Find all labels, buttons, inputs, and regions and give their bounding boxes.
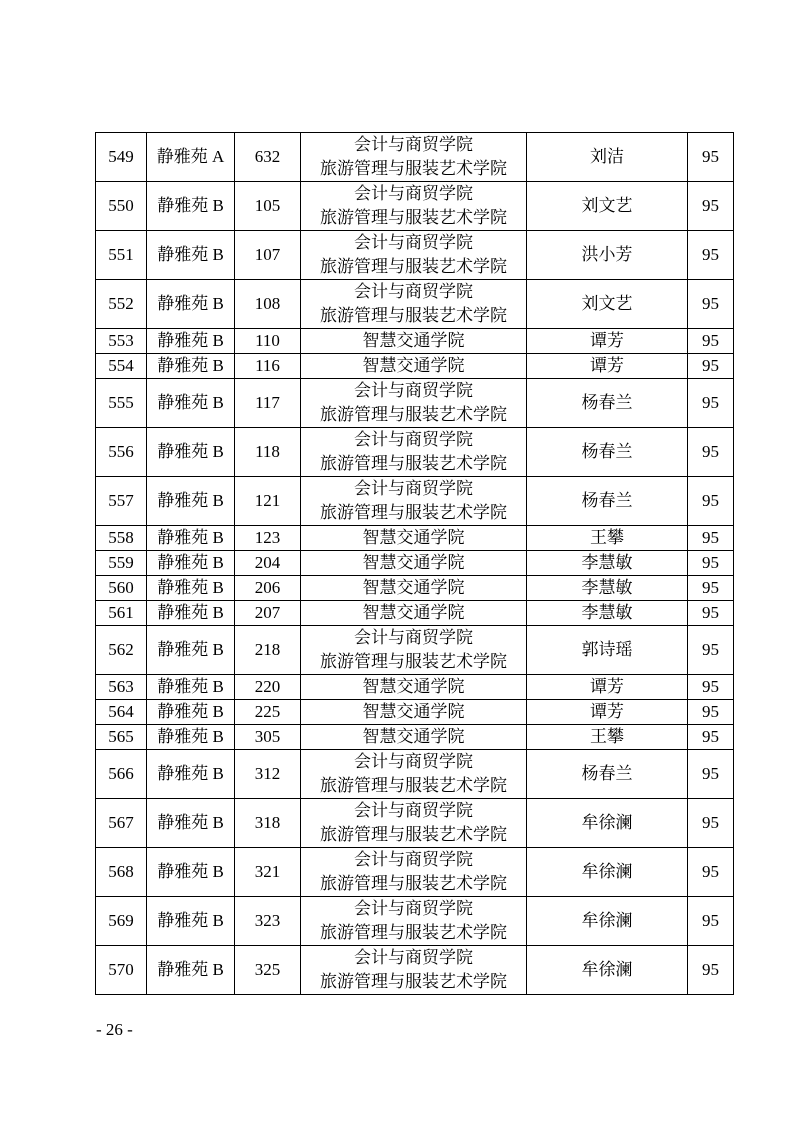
table-body: [96, 133, 734, 995]
cell-college: [301, 799, 527, 848]
cell-room: 321: [235, 848, 301, 897]
cell-room: 204: [235, 551, 301, 576]
cell-score: 95: [688, 182, 734, 231]
cell-person: 牟徐澜: [527, 897, 688, 946]
cell-college: [301, 725, 527, 750]
cell-building: 静雅苑 B: [147, 946, 235, 995]
college-line: 智慧交通学院: [362, 578, 465, 597]
table-row: [96, 848, 734, 897]
college-line: 旅游管理与服装艺术学院: [320, 972, 507, 991]
college-line: 旅游管理与服装艺术学院: [320, 652, 507, 671]
cell-college: [301, 354, 527, 379]
cell-person: 洪小芳: [527, 231, 688, 280]
cell-building: 静雅苑 B: [147, 848, 235, 897]
cell-score: 95: [688, 428, 734, 477]
cell-room: 632: [235, 133, 301, 182]
cell-college: [301, 897, 527, 946]
cell-college: [301, 329, 527, 354]
cell-college: [301, 231, 527, 280]
cell-college: [301, 551, 527, 576]
cell-number: 552: [96, 280, 147, 329]
college-line: 旅游管理与服装艺术学院: [320, 776, 507, 795]
cell-score: 95: [688, 477, 734, 526]
cell-building: 静雅苑 B: [147, 231, 235, 280]
cell-room: 105: [235, 182, 301, 231]
cell-number: 555: [96, 379, 147, 428]
cell-number: 568: [96, 848, 147, 897]
cell-building: 静雅苑 B: [147, 576, 235, 601]
cell-person: 杨春兰: [527, 379, 688, 428]
cell-score: 95: [688, 354, 734, 379]
cell-room: 123: [235, 526, 301, 551]
cell-score: 95: [688, 329, 734, 354]
cell-building: 静雅苑 B: [147, 700, 235, 725]
cell-building: 静雅苑 B: [147, 799, 235, 848]
table-row: [96, 354, 734, 379]
college-line: 旅游管理与服装艺术学院: [320, 405, 507, 424]
college-line: 会计与商贸学院: [354, 628, 473, 647]
table-row: [96, 428, 734, 477]
cell-number: 559: [96, 551, 147, 576]
college-line: 会计与商贸学院: [354, 430, 473, 449]
college-line: 旅游管理与服装艺术学院: [320, 306, 507, 325]
cell-score: 95: [688, 280, 734, 329]
cell-person: 李慧敏: [527, 551, 688, 576]
college-line: 旅游管理与服装艺术学院: [320, 454, 507, 473]
cell-building: 静雅苑 B: [147, 750, 235, 799]
cell-college: [301, 182, 527, 231]
cell-number: 550: [96, 182, 147, 231]
cell-room: 121: [235, 477, 301, 526]
cell-number: 554: [96, 354, 147, 379]
cell-college: [301, 477, 527, 526]
college-line: 智慧交通学院: [362, 702, 465, 721]
table-row: [96, 280, 734, 329]
cell-person: 谭芳: [527, 354, 688, 379]
cell-room: 110: [235, 329, 301, 354]
table-row: [96, 379, 734, 428]
cell-building: 静雅苑 B: [147, 379, 235, 428]
cell-college: [301, 700, 527, 725]
cell-person: 王攀: [527, 725, 688, 750]
cell-score: 95: [688, 725, 734, 750]
college-line: 智慧交通学院: [362, 356, 465, 375]
cell-score: 95: [688, 946, 734, 995]
college-line: 会计与商贸学院: [354, 233, 473, 252]
cell-room: 305: [235, 725, 301, 750]
cell-score: 95: [688, 675, 734, 700]
cell-number: 561: [96, 601, 147, 626]
cell-score: 95: [688, 526, 734, 551]
cell-score: 95: [688, 897, 734, 946]
cell-number: 556: [96, 428, 147, 477]
cell-college: [301, 750, 527, 799]
cell-score: 95: [688, 700, 734, 725]
cell-room: 117: [235, 379, 301, 428]
cell-number: 549: [96, 133, 147, 182]
college-line: 会计与商贸学院: [354, 948, 473, 967]
cell-person: 刘文艺: [527, 280, 688, 329]
cell-number: 570: [96, 946, 147, 995]
cell-score: 95: [688, 231, 734, 280]
college-line: 会计与商贸学院: [354, 801, 473, 820]
cell-number: 565: [96, 725, 147, 750]
college-line: 旅游管理与服装艺术学院: [320, 923, 507, 942]
cell-room: 107: [235, 231, 301, 280]
college-line: 旅游管理与服装艺术学院: [320, 257, 507, 276]
table-row: [96, 231, 734, 280]
cell-person: 杨春兰: [527, 750, 688, 799]
college-line: 智慧交通学院: [362, 727, 465, 746]
cell-score: 95: [688, 848, 734, 897]
cell-number: 569: [96, 897, 147, 946]
college-line: 旅游管理与服装艺术学院: [320, 874, 507, 893]
cell-room: 207: [235, 601, 301, 626]
cell-number: 567: [96, 799, 147, 848]
cell-college: [301, 601, 527, 626]
cell-score: 95: [688, 576, 734, 601]
college-line: 智慧交通学院: [362, 528, 465, 547]
cell-person: 牟徐澜: [527, 799, 688, 848]
cell-college: [301, 428, 527, 477]
college-line: 旅游管理与服装艺术学院: [320, 825, 507, 844]
cell-room: 312: [235, 750, 301, 799]
cell-room: 218: [235, 626, 301, 675]
college-line: 旅游管理与服装艺术学院: [320, 159, 507, 178]
cell-number: 551: [96, 231, 147, 280]
cell-room: 118: [235, 428, 301, 477]
college-line: 会计与商贸学院: [354, 479, 473, 498]
cell-score: 95: [688, 799, 734, 848]
cell-person: 谭芳: [527, 675, 688, 700]
college-line: 智慧交通学院: [362, 331, 465, 350]
table-row: [96, 526, 734, 551]
cell-room: 225: [235, 700, 301, 725]
table-row: [96, 329, 734, 354]
cell-room: 325: [235, 946, 301, 995]
cell-person: 牟徐澜: [527, 848, 688, 897]
cell-person: 郭诗瑶: [527, 626, 688, 675]
cell-room: 206: [235, 576, 301, 601]
cell-person: 牟徐澜: [527, 946, 688, 995]
table-row: [96, 725, 734, 750]
cell-college: [301, 946, 527, 995]
table-row: [96, 750, 734, 799]
cell-score: 95: [688, 551, 734, 576]
cell-college: [301, 526, 527, 551]
cell-person: 刘洁: [527, 133, 688, 182]
college-line: 会计与商贸学院: [354, 752, 473, 771]
table-row: [96, 601, 734, 626]
college-line: 会计与商贸学院: [354, 381, 473, 400]
cell-score: 95: [688, 133, 734, 182]
cell-building: 静雅苑 B: [147, 526, 235, 551]
cell-building: 静雅苑 B: [147, 280, 235, 329]
college-line: 旅游管理与服装艺术学院: [320, 503, 507, 522]
cell-room: 116: [235, 354, 301, 379]
cell-person: 谭芳: [527, 329, 688, 354]
cell-number: 553: [96, 329, 147, 354]
cell-number: 560: [96, 576, 147, 601]
table-row: [96, 551, 734, 576]
cell-score: 95: [688, 379, 734, 428]
cell-building: 静雅苑 B: [147, 182, 235, 231]
cell-score: 95: [688, 626, 734, 675]
college-line: 智慧交通学院: [362, 553, 465, 572]
cell-score: 95: [688, 750, 734, 799]
cell-college: [301, 848, 527, 897]
dormitory-table: [95, 132, 734, 995]
cell-number: 557: [96, 477, 147, 526]
college-line: 智慧交通学院: [362, 603, 465, 622]
cell-building: 静雅苑 B: [147, 329, 235, 354]
table-row: [96, 477, 734, 526]
college-line: 会计与商贸学院: [354, 184, 473, 203]
cell-building: 静雅苑 B: [147, 601, 235, 626]
college-line: 会计与商贸学院: [354, 899, 473, 918]
cell-building: 静雅苑 A: [147, 133, 235, 182]
cell-college: [301, 379, 527, 428]
cell-person: 王攀: [527, 526, 688, 551]
cell-building: 静雅苑 B: [147, 428, 235, 477]
cell-room: 220: [235, 675, 301, 700]
cell-college: [301, 576, 527, 601]
cell-person: 杨春兰: [527, 428, 688, 477]
cell-room: 318: [235, 799, 301, 848]
college-line: 会计与商贸学院: [354, 850, 473, 869]
table-row: [96, 182, 734, 231]
cell-person: 谭芳: [527, 700, 688, 725]
cell-building: 静雅苑 B: [147, 725, 235, 750]
cell-room: 323: [235, 897, 301, 946]
table-row: [96, 576, 734, 601]
page-number: - 26 -: [96, 1020, 133, 1039]
cell-number: 558: [96, 526, 147, 551]
cell-person: 刘文艺: [527, 182, 688, 231]
cell-building: 静雅苑 B: [147, 354, 235, 379]
cell-room: 108: [235, 280, 301, 329]
cell-person: 李慧敏: [527, 601, 688, 626]
college-line: 会计与商贸学院: [354, 135, 473, 154]
table-row: [96, 799, 734, 848]
cell-college: [301, 675, 527, 700]
college-line: 会计与商贸学院: [354, 282, 473, 301]
cell-number: 563: [96, 675, 147, 700]
table-row: [96, 675, 734, 700]
table-row: [96, 700, 734, 725]
college-line: 智慧交通学院: [362, 677, 465, 696]
table-row: [96, 133, 734, 182]
cell-person: 杨春兰: [527, 477, 688, 526]
table-row: [96, 897, 734, 946]
cell-number: 562: [96, 626, 147, 675]
college-line: 旅游管理与服装艺术学院: [320, 208, 507, 227]
cell-building: 静雅苑 B: [147, 551, 235, 576]
cell-college: [301, 626, 527, 675]
cell-building: 静雅苑 B: [147, 897, 235, 946]
cell-building: 静雅苑 B: [147, 675, 235, 700]
cell-number: 564: [96, 700, 147, 725]
table-row: [96, 946, 734, 995]
cell-score: 95: [688, 601, 734, 626]
cell-college: [301, 133, 527, 182]
cell-building: 静雅苑 B: [147, 626, 235, 675]
cell-number: 566: [96, 750, 147, 799]
cell-building: 静雅苑 B: [147, 477, 235, 526]
table-row: [96, 626, 734, 675]
cell-person: 李慧敏: [527, 576, 688, 601]
cell-college: [301, 280, 527, 329]
